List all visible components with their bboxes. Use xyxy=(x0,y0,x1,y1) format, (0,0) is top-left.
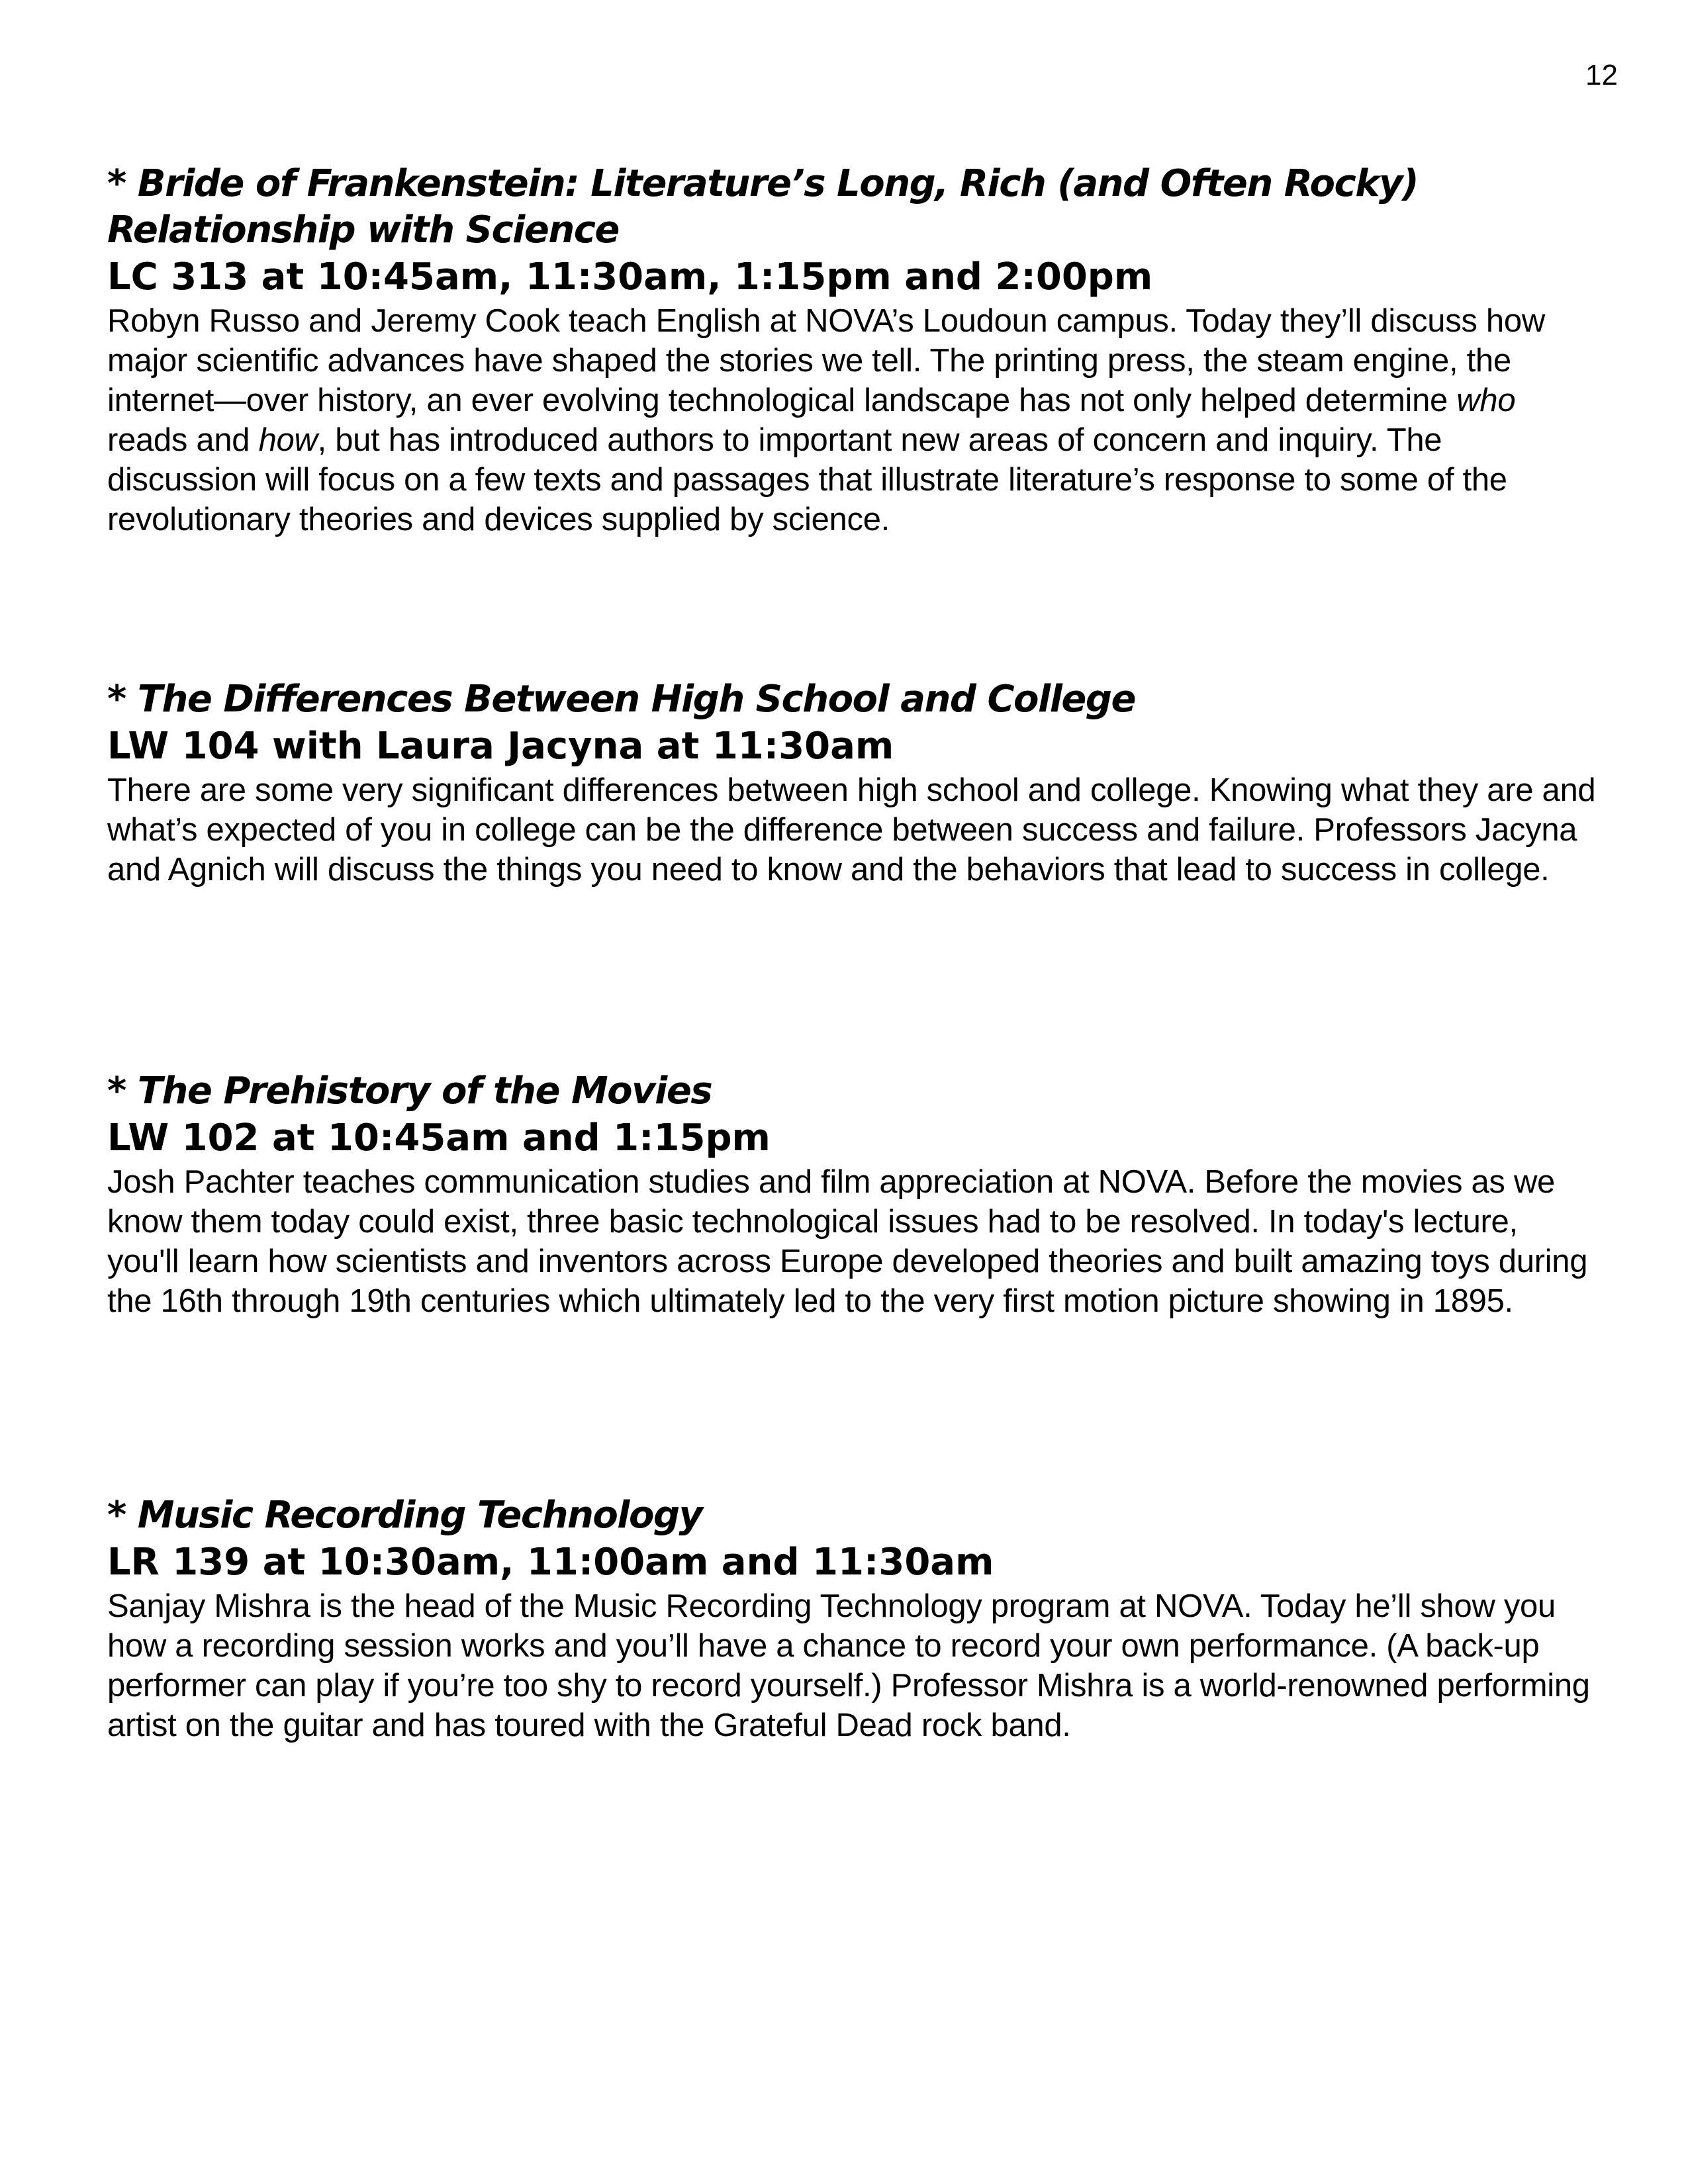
session-description xyxy=(107,301,1597,539)
session-title xyxy=(107,161,1597,253)
session-description: Josh Pachter teaches communication studies and film appreciation at NOVA. Before the movies as we know them today could exist, three basic technological issues had to be resolved. In today's lecture, you'll learn how scientists and inventors across Europe developed theories and built amazing toys during the 16th through 19th centuries which ultimately led to the very first motion picture showing in 1895. xyxy=(107,1164,1588,1319)
session-title-line-2: Relationship with Science xyxy=(107,208,619,251)
session-room-times: LC 313 at 10:45am, 11:30am, 1:15pm and 2:00pm xyxy=(107,255,1153,298)
description-text: , but has introduced authors to important new areas of concern and inquiry. The discussion will focus on a few texts and passages that illustrate literature’s response to some of the revolutionary theories and devices supplied by science. xyxy=(107,422,1507,537)
session-high-school-vs-college xyxy=(107,676,1597,889)
session-title: * The Differences Between High School and College xyxy=(107,678,1135,721)
session-title: * The Prehistory of the Movies xyxy=(107,1069,712,1113)
session-room-times: LR 139 at 10:30am, 11:00am and 11:30am xyxy=(107,1541,994,1584)
session-room-times: LW 102 at 10:45am and 1:15pm xyxy=(107,1116,771,1160)
session-room-times: LW 104 with Laura Jacyna at 11:30am xyxy=(107,725,894,768)
description-emphasis: how xyxy=(258,422,318,458)
page-number: 12 xyxy=(1585,59,1618,91)
session-bride-of-frankenstein xyxy=(107,161,1597,539)
session-prehistory-of-movies xyxy=(107,1068,1597,1321)
session-music-recording-technology xyxy=(107,1492,1597,1745)
description-text: reads and xyxy=(107,422,259,458)
session-description: There are some very significant differences between high school and college. Knowing what they are and what’s expected of you in college can be the difference between success and failure. Professors Jacyna and Agnich will discuss the things you need to know and the behaviors that lead to success in college. xyxy=(107,772,1596,887)
session-title: * Music Recording Technology xyxy=(107,1494,702,1537)
session-description: Sanjay Mishra is the head of the Music Recording Technology program at NOVA. Today he’ll show you how a recording session works and you’ll have a chance to record your own performance. (A back-up performer can play if you’re too shy to record yourself.) Professor Mishra is a world-renowned performing artist on the guitar and has toured with the Grateful Dead rock band. xyxy=(107,1588,1590,1743)
description-emphasis: who xyxy=(1456,383,1516,418)
description-text: Robyn Russo and Jeremy Cook teach English at NOVA’s Loudoun campus. Today they’ll discuss how major scientific advances have shaped the stories we tell. The printing press, the steam engine, the internet—over history, an ever evolving technological landscape has not only helped determine xyxy=(107,303,1545,418)
session-title-line-1: * Bride of Frankenstein: Literature’s Long, Rich (and Often Rocky) xyxy=(107,162,1419,205)
